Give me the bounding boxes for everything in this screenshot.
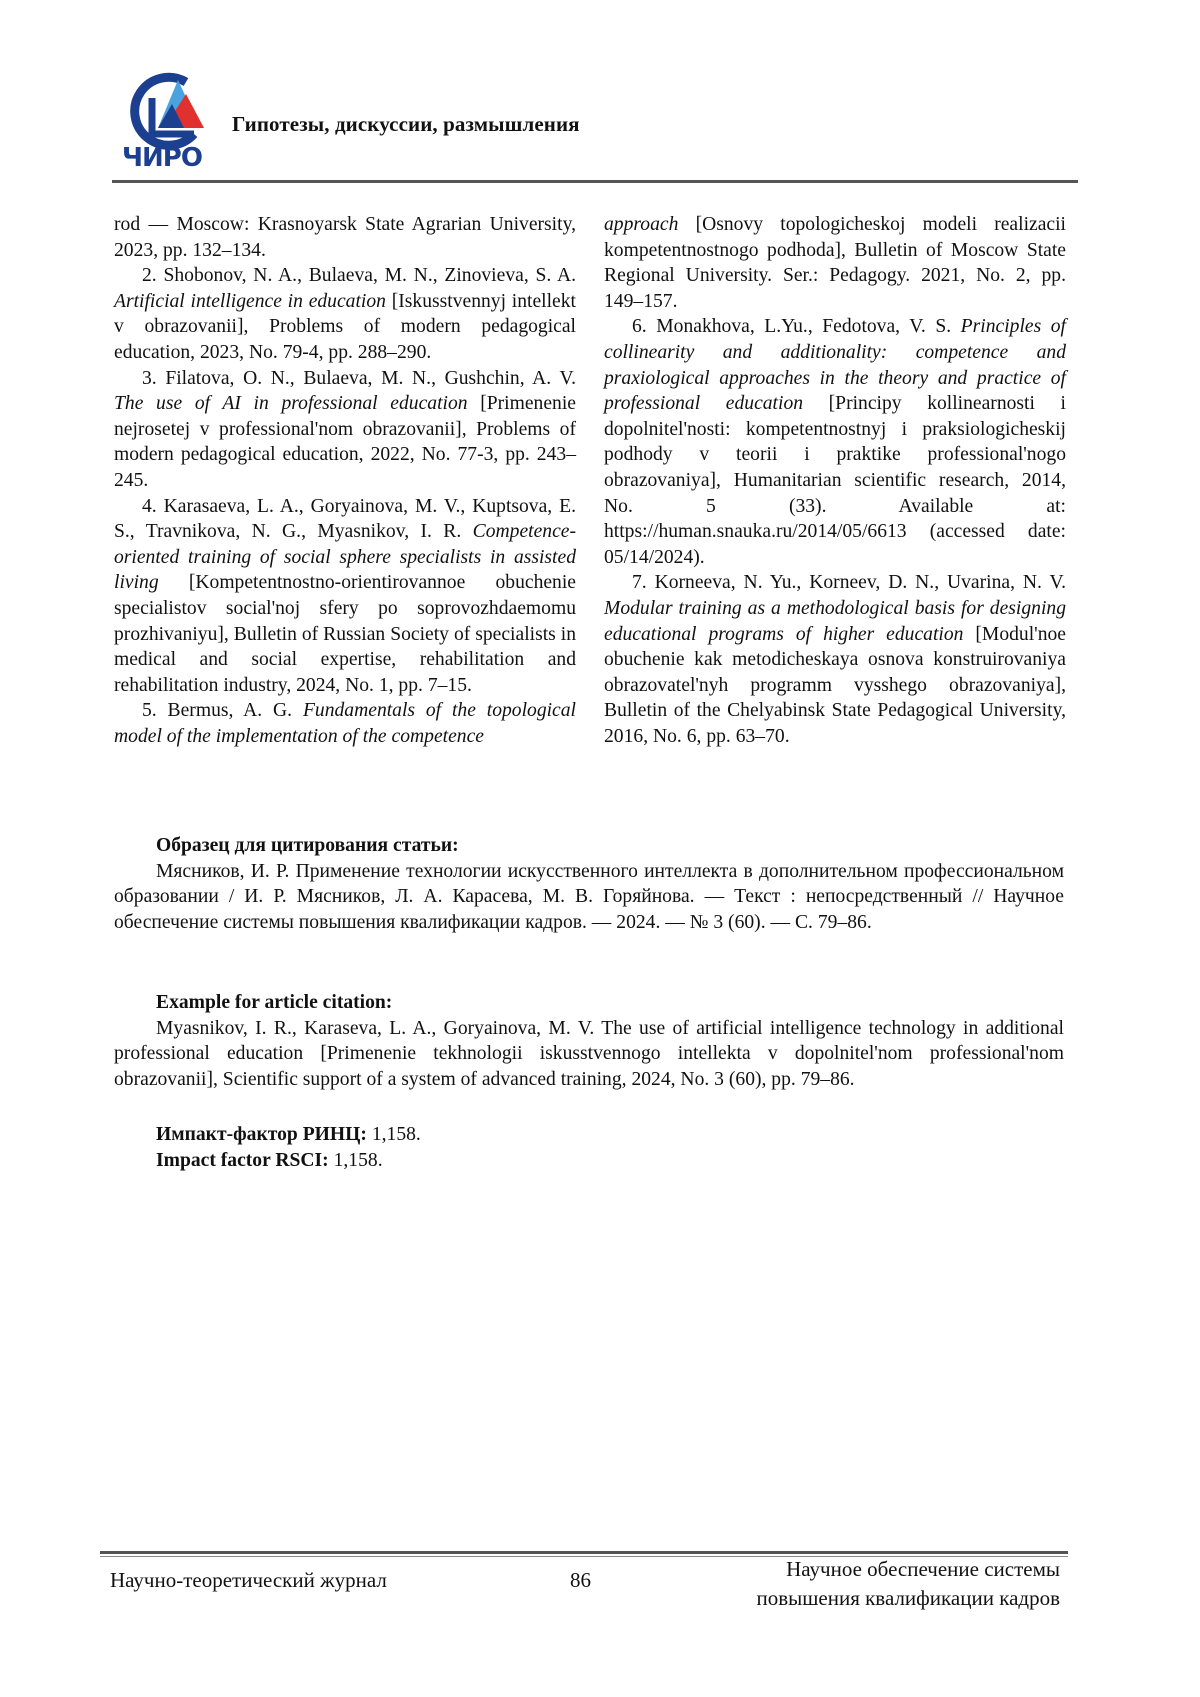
impact-factor-ru: Импакт-фактор РИНЦ: 1,158. — [114, 1122, 1064, 1148]
reference-item: rod — Moscow: Krasnoyarsk State Agrarian University, 2023, pp. 132–134. — [114, 212, 576, 263]
reference-item: 2. Shobonov, N. A., Bulaeva, M. N., Zinovieva, S. A. Artificial intelligence in education [Iskusstvennyj intellekt v obrazovanii], Problems of modern pedagogical education, 2023, No. 79-4, pp. 288–290. — [114, 263, 576, 365]
references-right-column — [604, 212, 1066, 749]
citation-ru-text: Мясников, И. Р. Применение технологии искусственного интеллекта в дополнительном профессиональном образовании / И. Р. Мясников, Л. А. Карасева, М. В. Горяйнова. — Текст : непосредственный // Научное обеспечение системы повышения квалификации кадров. — 2024. — № 3 (60). — С. 79–86. — [114, 859, 1064, 936]
citation-en — [114, 990, 1064, 1092]
reference-item: 4. Karasaeva, L. A., Goryainova, M. V., Kuptsova, E. S., Travnikova, N. G., Myasnikov, I. R. Competence-oriented training of social sphere specialists in assisted living [Kompetentnostno-orientirovannoe obuchenie specialistov social'noj sfery po soprovozhdaemomu prozhivaniyu], Bulletin of Russian Society of specialists in medical and social expertise, rehabilitation and rehabilitation industry, 2024, No. 1, pp. 7–15. — [114, 494, 576, 699]
footer-journal-type: Научно-теоретический журнал — [110, 1568, 387, 1593]
references-left-column — [114, 212, 576, 749]
reference-item: 5. Bermus, A. G. Fundamentals of the topological model of the implementation of the competence — [114, 698, 576, 749]
header-divider — [112, 180, 1078, 183]
reference-item: 3. Filatova, O. N., Bulaeva, M. N., Gushchin, A. V. The use of AI in professional education [Primenenie nejrosetej v professional'nom obrazovanii], Problems of modern pedagogical education, 2022, No. 77-3, pp. 243–245. — [114, 366, 576, 494]
footer-journal-title: Научное обеспечение системы повышения квалификации кадров — [756, 1555, 1060, 1613]
citation-ru-heading: Образец для цитирования статьи: — [114, 833, 1064, 859]
logo-text: ЧИРО — [122, 143, 202, 172]
page-number: 86 — [570, 1568, 591, 1593]
impact-factor — [114, 1122, 1064, 1173]
reference-item: 7. Korneeva, N. Yu., Korneev, D. N., Uvarina, N. V. Modular training as a methodological basis for designing educational programs of higher education [Modul'noe obuchenie kak metodicheskaya osnova konstruirovaniya obrazovatel'nyh programm vysshego obrazovaniya], Bulletin of the Chelyabinsk State Pedagogical University, 2016, No. 6, pp. 63–70. — [604, 570, 1066, 749]
reference-item: 6. Monakhova, L.Yu., Fedotova, V. S. Principles of collinearity and additionality: competence and praxiological approaches in the theory and practice of professional education [Principy kollinearnosti i dopolnitel'nosti: kompetentnostnyj i praksiologicheskij podhody v teorii i praktike professional'nogo obrazovaniya], Humanitarian scientific research, 2014, No. 5 (33). Available at: https://human.snauka.ru/2014/05/6613 (accessed date: 05/14/2024). — [604, 314, 1066, 570]
citation-en-text: Myasnikov, I. R., Karaseva, L. A., Goryainova, M. V. The use of artificial intelligence technology in additional professional education [Primenenie tekhnologii iskusstvennogo intellekta v dopolnitel'nom professional'nom obrazovanii], Scientific support of a system of advanced training, 2024, No. 3 (60), pp. 79–86. — [114, 1016, 1064, 1093]
chiro-logo — [112, 70, 212, 172]
citation-en-heading: Example for article citation: — [114, 990, 1064, 1016]
impact-factor-en: Impact factor RSCI: 1,158. — [114, 1148, 1064, 1174]
footer-divider — [100, 1551, 1068, 1554]
citation-ru — [114, 833, 1064, 935]
reference-item: approach [Osnovy topologicheskoj modeli realizacii kompetentnostnogo podhoda], Bulletin of Moscow State Regional University. Ser.: Pedagogy. 2021, No. 2, pp. 149–157. — [604, 212, 1066, 314]
section-title: Гипотезы, дискуссии, размышления — [232, 112, 580, 137]
